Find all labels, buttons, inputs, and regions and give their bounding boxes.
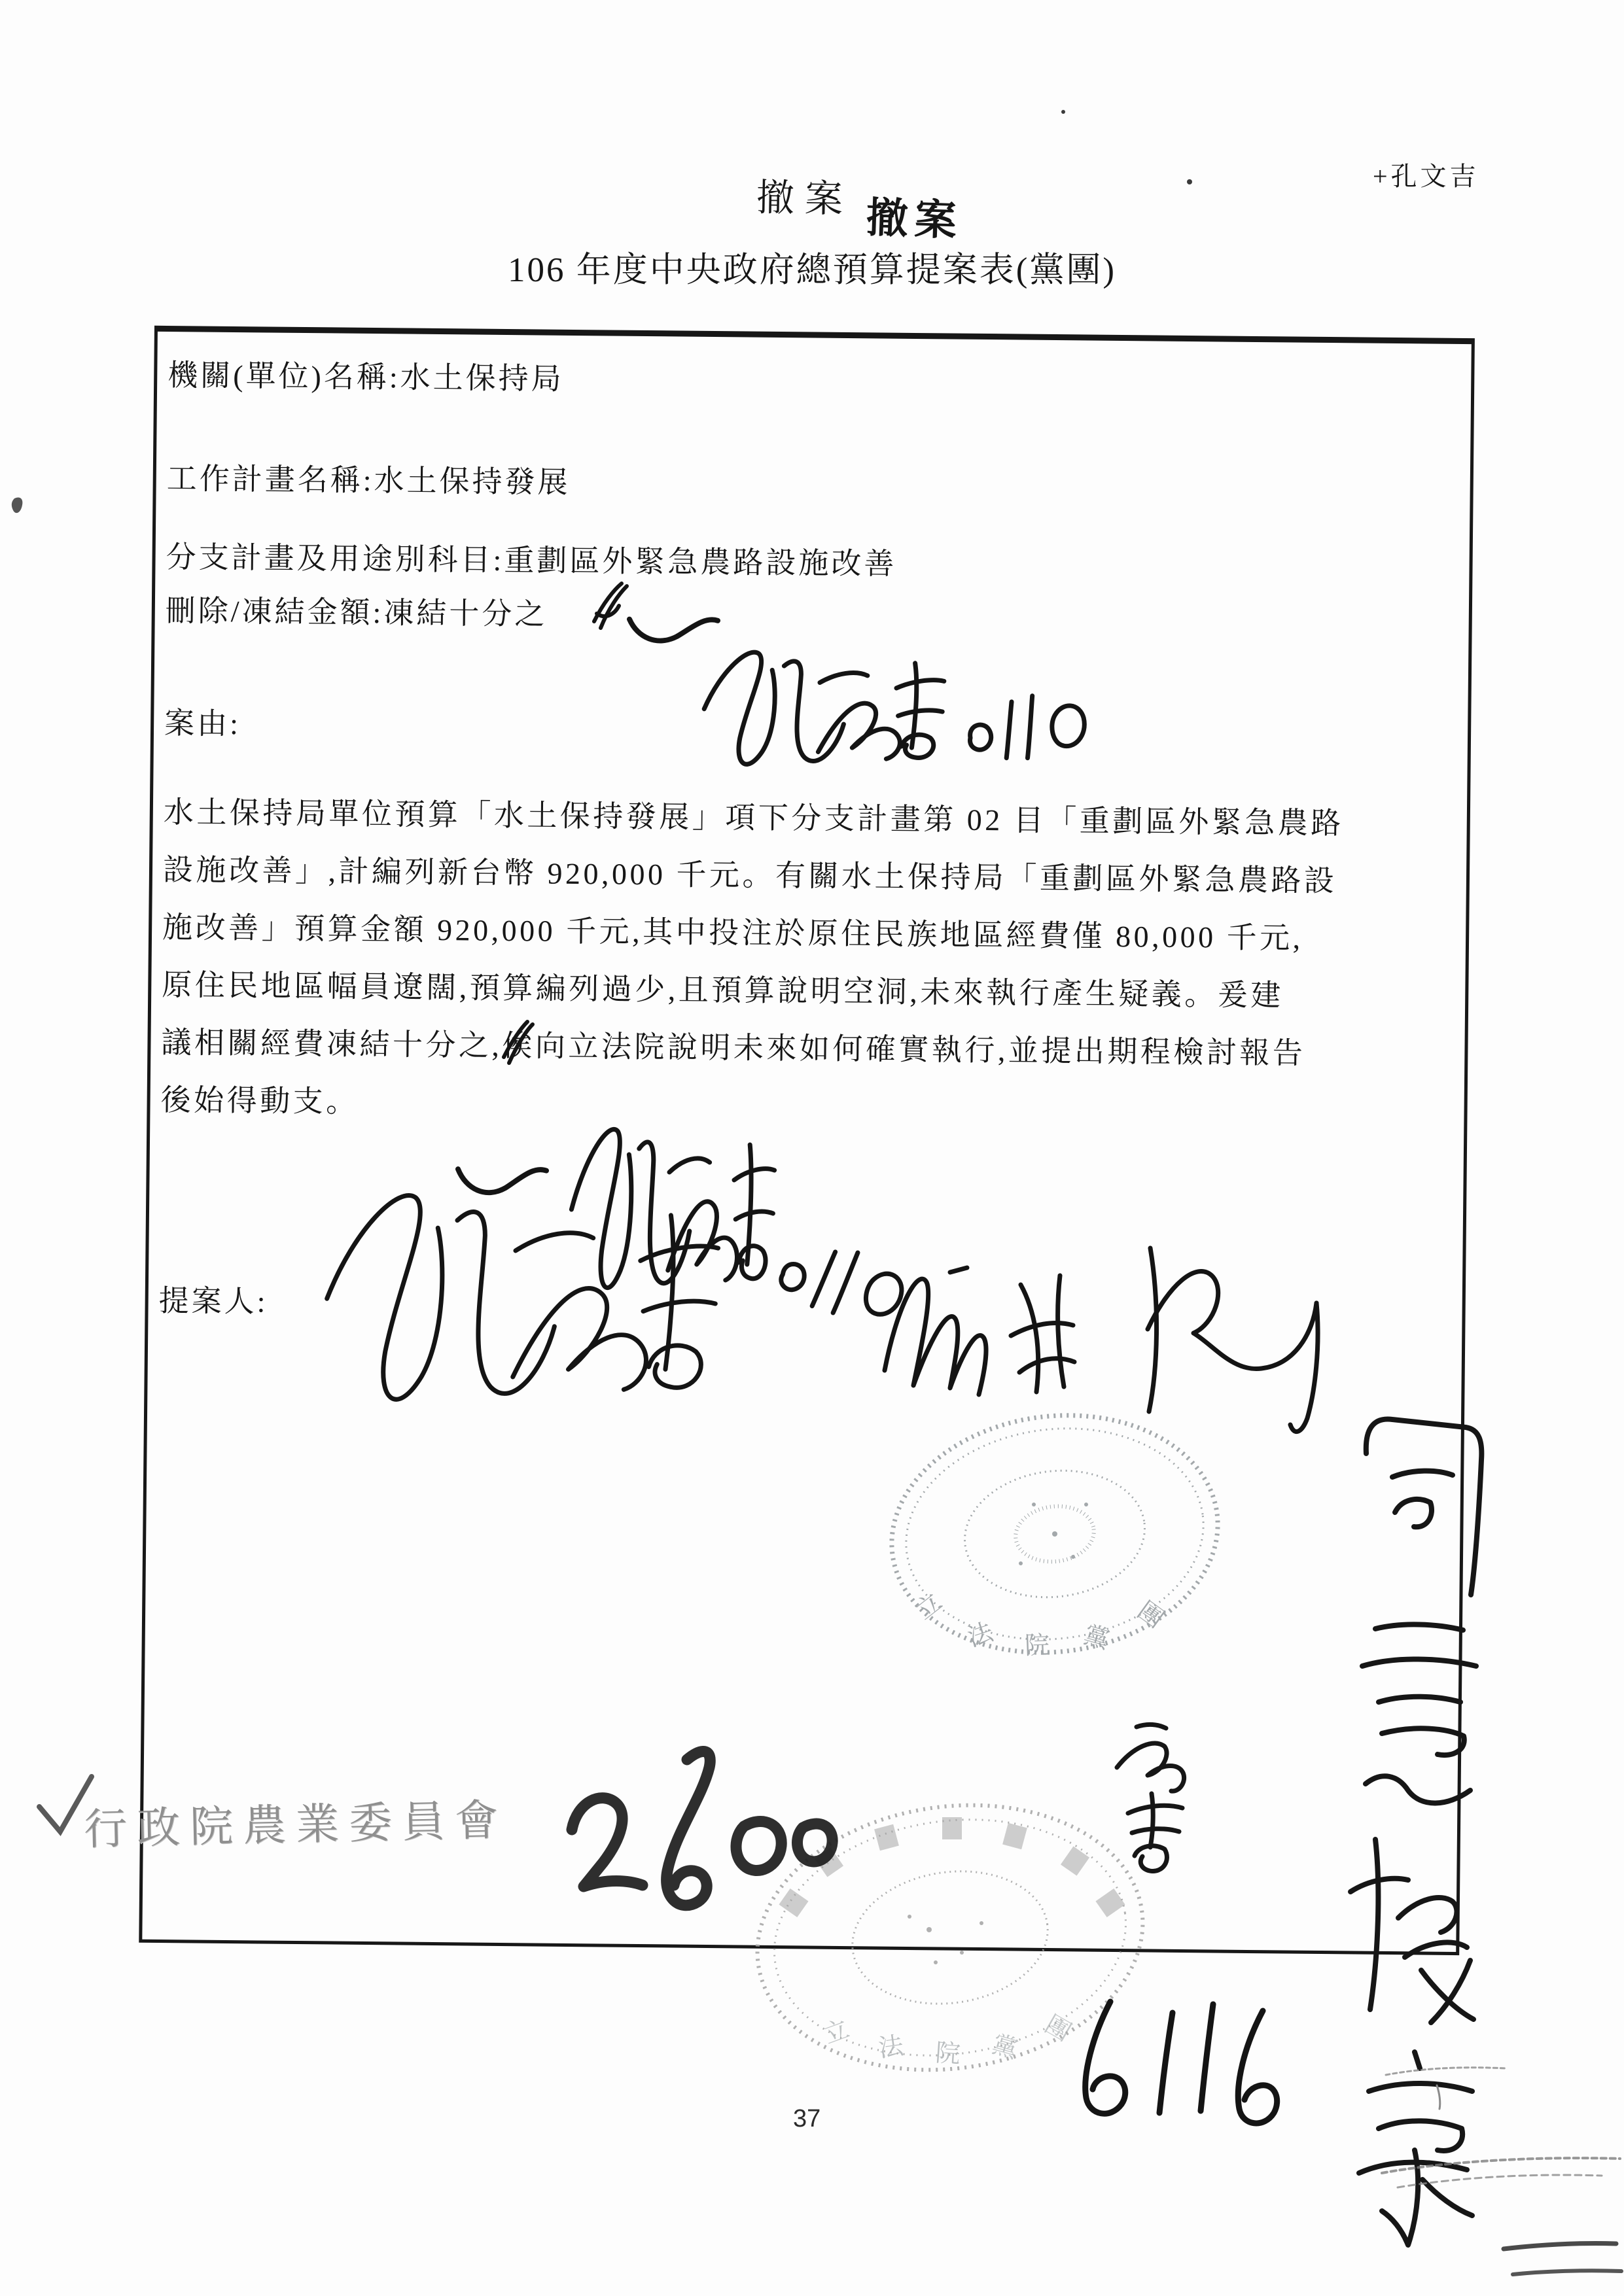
scan-speck [1061, 110, 1065, 114]
case-line: 水土保持局單位預算「水土保持發展」項下分支計畫第 02 目「重劃區外緊急農路 [163, 795, 1345, 841]
case-line: 原住民地區幅員遼闊,預算編列過少,且預算說明空洞,未來執行產生疑義。爰建 [162, 967, 1284, 1013]
withdraw-case-stamp-2: 撤案 [865, 194, 964, 245]
code-number-6116 [1086, 2002, 1277, 2123]
document-title: 106 年度中央政府總預算提案表(黨團) [507, 251, 1117, 289]
seal2-ring-char: 院 [934, 2039, 962, 2069]
seal1-ring-char: 黨 [1080, 1621, 1112, 1655]
seal1-ring-char: 法 [964, 1618, 997, 1652]
page-number: 37 [793, 2105, 821, 2132]
seal2-ring-char: 法 [876, 2032, 906, 2063]
case-reason-label: 案由: [164, 706, 241, 741]
proposer-label: 提案人: [158, 1283, 268, 1319]
seal2-ring-char: 立 [820, 2015, 853, 2049]
sub-plan-row: 分支計畫及用途別科目:重劃區外緊急農路設施改善 [166, 540, 897, 581]
agency-name-row: 機關(單位)名稱:水土保持局 [168, 358, 564, 396]
corner-name-annotation: +孔文吉 [1373, 162, 1479, 191]
withdraw-case-stamp-1: 撤案 [756, 176, 854, 221]
seal2-ring-char: 黨 [989, 2030, 1021, 2064]
work-plan-row: 工作計畫名稱:水土保持發展 [166, 462, 571, 499]
seal1-ring-char: 團 [1132, 1596, 1169, 1634]
case-line: 議相關經費凍結十分之,俟向立法院說明未來如何確實執行,並提出期程檢討報告 [161, 1025, 1306, 1070]
form-table [139, 326, 1475, 1955]
case-line: 設施改善」,計編列新台幣 920,000 千元。有關水土保持局「重劃區外緊急農路設 [162, 852, 1337, 898]
seal2-ring-char: 團 [1040, 2010, 1076, 2047]
case-line: 後始得動支。 [160, 1083, 359, 1119]
seal1-ring-char: 院 [1024, 1631, 1050, 1660]
agriculture-council-stamp: 行政院農業委員會 [83, 1796, 508, 1854]
scan-speck [1187, 179, 1192, 184]
delete-freeze-amount-row: 刪除/凍結金額:凍結十分之 [165, 593, 548, 631]
seal1-ring-char: 立 [910, 1588, 947, 1626]
case-line: 施改善」預算金額 920,000 千元,其中投注於原住民族地區經費僅 80,000 千元, [162, 910, 1303, 955]
